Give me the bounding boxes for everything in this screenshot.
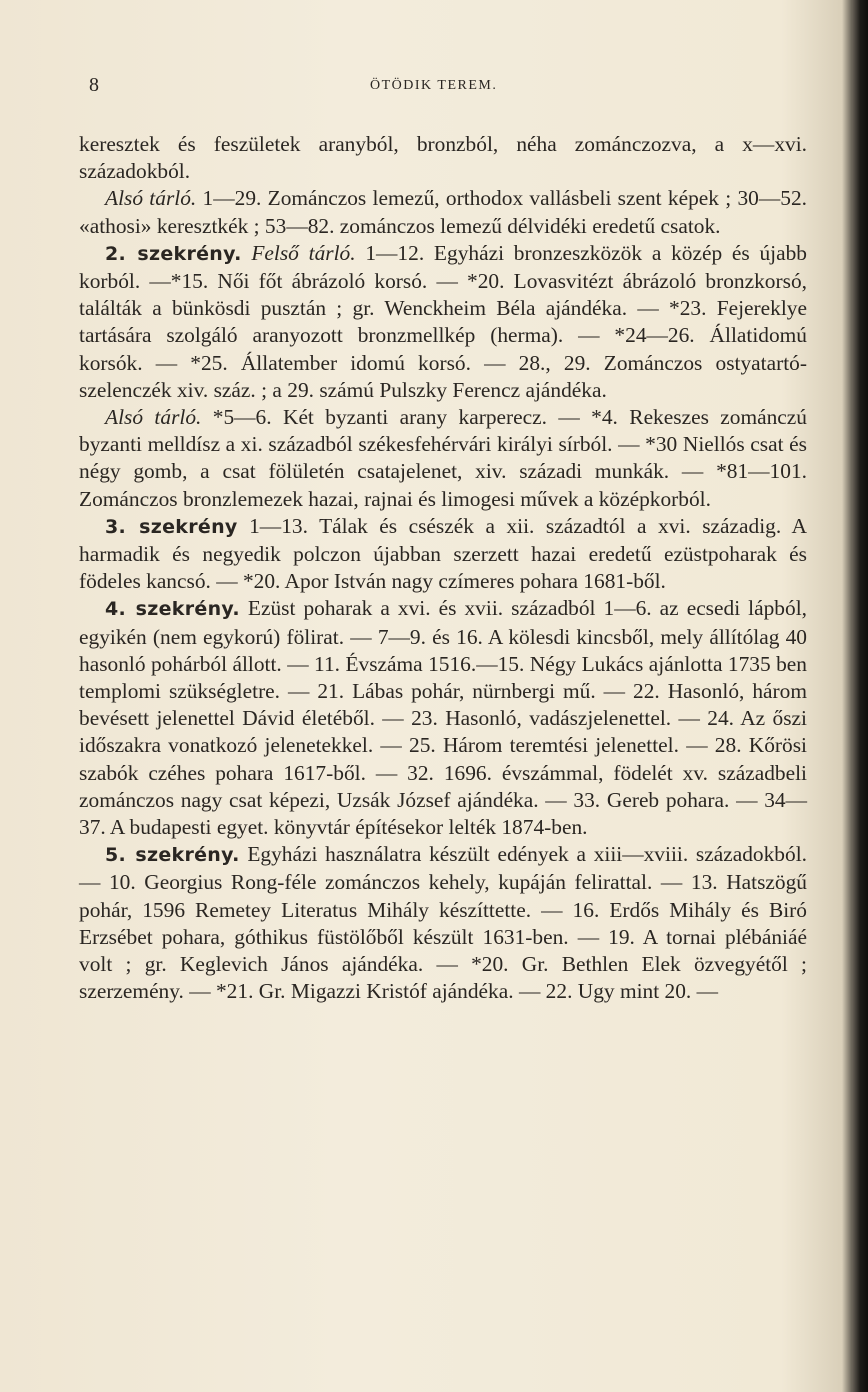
paragraph-text: *5—6. Két byzanti arany karperecz. — *4. Rekeszes zománczú byzanti melldísz a xi. századból székesfehérvári királyi sírból. — *30 Niellós csat és négy gomb, a csat fölületén csatajelenet, xiv. századi munkák. — *81—101. Zománczos bronzlemezek hazai, rajnai és limogesi művek a középkorból.: [79, 405, 807, 511]
body-text: [79, 131, 807, 1006]
paragraph: [79, 185, 807, 239]
cabinet-label: 5. szekrény.: [105, 844, 240, 867]
paragraph-text: Ezüst poharak a xvi. és xvii. századból 1—6. az ecsedi lápból, egyikén (nem egykorú) fölirat. — 7—9. és 16. A kölesdi kincsből, mely állítólag 40 hasonló pohárból állott. — 11. Évszáma 1516.—15. Négy Lukács ajánlotta 1735 ben templomi szükségletre. — 21. Lábas pohár, nürnbergi mű. — 22. Hasonló, három bevésett jelenettel Dávid életéből. — 23. Hasonló, vadászjelenettel. — 24. Az őszi időszakra vonatkozó jelenetekkel. — 25. Három teremtési jelenettel. — 28. Kőrösi szabók czéhes pohara 1617-ből. — 32. 1696. évszámmal, födelét xv. századbeli zománczos nagy csat képezi, Uzsák József ajándéka. — 33. Gereb pohara. — 34—37. A budapesti egyet. könyvtár építésekor lelték 1874-ben.: [79, 596, 807, 840]
cabinet-label: 3. szekrény: [105, 515, 238, 538]
page-edge-shadow: [852, 0, 868, 1392]
paragraph: [79, 595, 807, 841]
paragraph: [79, 240, 807, 404]
page-header: [0, 72, 868, 102]
paragraph-text: keresztek és feszületek aranyból, bronzból, néha zománczozva, a x—xvi. századokból.: [79, 132, 807, 184]
shelf-label: Felső tárló.: [251, 240, 356, 265]
paragraph-text: Egyházi használatra készült edények a xiii—xviii. századokból. — 10. Georgius Rong-féle zománczos kehely, kupáján felirattal. — 13. Hatszögű pohár, 1596 Remetey Literatus Mihály készíttette. — 16. Erdős Mihály és Biró Erzsébet pohara, góthikus füstölőből készült 1631-ben. — 19. A tornai plébániáé volt ; gr. Keglevich János ajándéka. — *20. Gr. Bethlen Elek özvegyétől ; szerzemény. — *21. Gr. Migazzi Kristóf ajándéka. — 22. Ugy mint 20. —: [79, 842, 807, 1004]
paragraph: [79, 513, 807, 596]
paragraph: [79, 404, 807, 513]
page-number: 8: [89, 74, 99, 96]
cabinet-label: 2. szekrény.: [105, 242, 242, 265]
running-head: ÖTÖDIK TEREM.: [370, 78, 498, 93]
paragraph: [79, 841, 807, 1005]
shelf-label: Alsó tárló.: [105, 186, 197, 211]
cabinet-label: 4. szekrény.: [105, 598, 240, 621]
paragraph-text: 1—13. Tálak és csészék a xii. századtól a xvi. századig. A harmadik és negyedik polczon újabban szerzett hazai eredetű ezüstpoharak és födeles kancsó. — *20. Apor István nagy czímeres pohara 1681-ből.: [79, 513, 807, 594]
shelf-label: Alsó tárló.: [105, 405, 202, 430]
paragraph-text: 1—12. Egyházi bronzeszközök a közép és újabb korból. —*15. Női főt ábrázoló korsó. — *20. Lovasvitézt ábrázoló bronzkorsó, találták a bünkösdi pusztán ; gr. Wenckheim Béla ajándéka. — *23. Fejereklye tartására szolgáló aranyozott bronzmellkép (herma). — *24—26. Állatidomú korsók. — *25. Állatember idomú korsó. — 28., 29. Zománczos ostyatartó-szelenczék xiv. száz. ; a 29. számú Pulszky Ferencz ajándéka.: [79, 240, 807, 402]
paragraph-text: 1—29. Zománczos lemezű, orthodox vallásbeli szent képek ; 30—52. «athosi» keresztkék ; 53—82. zománczos lemezű délvidéki eredetű csatok.: [79, 186, 807, 238]
paragraph: [79, 131, 807, 185]
